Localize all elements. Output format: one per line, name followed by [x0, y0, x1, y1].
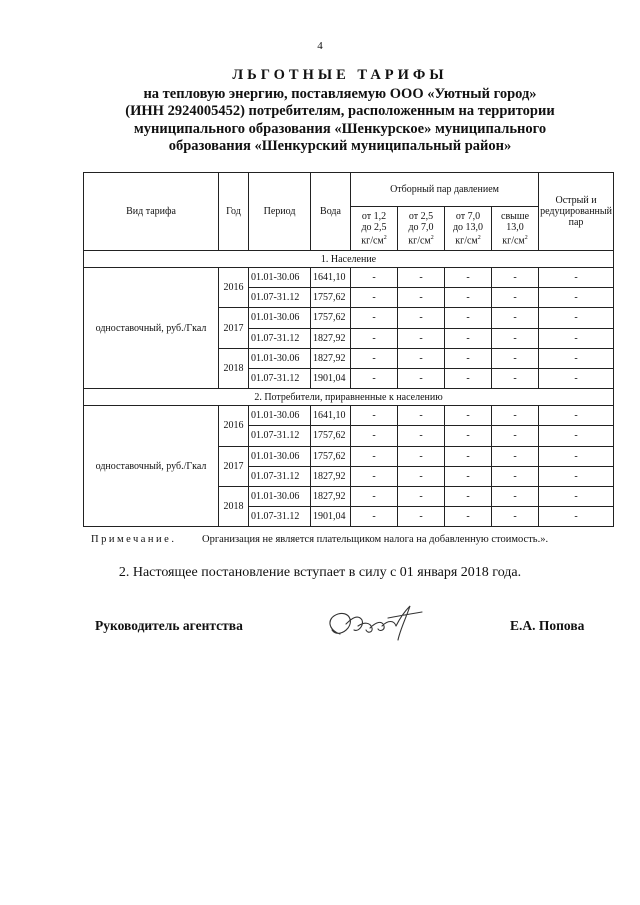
steam-cell: - [492, 368, 539, 388]
section-title: 1. Население [84, 251, 614, 268]
period-cell: 01.01-30.06 [249, 348, 311, 368]
note-label: Примечание. [91, 534, 177, 545]
water-cell: 1757,62 [311, 288, 351, 308]
steam-cell: - [492, 486, 539, 506]
steam-cell: - [492, 466, 539, 486]
steam-cell: - [398, 288, 445, 308]
water-cell: 1641,10 [311, 406, 351, 426]
col-header-steam-1: от 1,2 до 2,5 $кг/см^2$ [351, 207, 398, 251]
steam-cell: - [398, 446, 445, 466]
section-header-row [84, 389, 614, 406]
steam-cell: - [398, 308, 445, 328]
steam-cell: - [398, 268, 445, 288]
tariffs-body [84, 251, 614, 527]
steam-cell: - [539, 268, 614, 288]
steam-cell: - [492, 426, 539, 446]
steam-cell: - [539, 486, 614, 506]
steam-cell: - [351, 368, 398, 388]
steam-cell: - [539, 426, 614, 446]
steam-cell: - [351, 426, 398, 446]
year-cell: 2016 [219, 406, 249, 446]
page-number: 4 [317, 40, 323, 52]
period-cell: 01.07-31.12 [249, 288, 311, 308]
water-cell: 1757,62 [311, 446, 351, 466]
steam-cell: - [539, 368, 614, 388]
period-cell: 01.07-31.12 [249, 507, 311, 527]
tariffs-table [83, 172, 614, 527]
steam-cell: - [492, 507, 539, 527]
subtitle-line: (ИНН 2924005452) потребителям, расположенным на территории [125, 103, 555, 120]
steam-cell: - [445, 308, 492, 328]
steam-cell: - [445, 268, 492, 288]
table-row [84, 268, 614, 288]
steam-cell: - [351, 466, 398, 486]
steam-cell: - [539, 348, 614, 368]
col-header-tariff-type: Вид тарифа [84, 173, 219, 251]
col-header-steam-group: Отборный пар давлением [351, 173, 539, 207]
period-cell: 01.01-30.06 [249, 486, 311, 506]
water-cell: 1827,92 [311, 348, 351, 368]
steam-cell: - [539, 446, 614, 466]
steam-cell: - [351, 406, 398, 426]
steam-cell: - [351, 328, 398, 348]
note [91, 534, 549, 545]
water-cell: 1901,04 [311, 368, 351, 388]
steam-cell: - [445, 328, 492, 348]
steam-cell: - [445, 486, 492, 506]
steam-cell: - [492, 446, 539, 466]
period-cell: 01.07-31.12 [249, 466, 311, 486]
steam-cell: - [398, 466, 445, 486]
steam-cell: - [351, 446, 398, 466]
steam-cell: - [351, 348, 398, 368]
steam-cell: - [445, 406, 492, 426]
col-header-steam-3: от 7,0 до 13,0 $кг/см^2$ [445, 207, 492, 251]
water-cell: 1827,92 [311, 486, 351, 506]
steam-cell: - [539, 406, 614, 426]
steam-cell: - [539, 507, 614, 527]
steam-cell: - [398, 368, 445, 388]
year-cell: 2018 [219, 486, 249, 526]
period-cell: 01.07-31.12 [249, 426, 311, 446]
table-row [84, 406, 614, 426]
col-header-water: Вода [311, 173, 351, 251]
water-cell: 1757,62 [311, 308, 351, 328]
year-cell: 2016 [219, 268, 249, 308]
steam-cell: - [445, 288, 492, 308]
period-cell: 01.01-30.06 [249, 406, 311, 426]
col-header-steam-4: свыше 13,0 $кг/см^2$ [492, 207, 539, 251]
steam-cell: - [539, 466, 614, 486]
steam-cell: - [351, 486, 398, 506]
document-title: ЛЬГОТНЫЕ ТАРИФЫ [232, 67, 448, 83]
steam-cell: - [492, 288, 539, 308]
period-cell: 01.01-30.06 [249, 268, 311, 288]
steam-cell: - [351, 268, 398, 288]
steam-cell: - [445, 368, 492, 388]
steam-cell: - [445, 348, 492, 368]
steam-cell: - [539, 288, 614, 308]
tariff-type-cell: одноставочный, руб./Гкал [84, 406, 219, 527]
water-cell: 1757,62 [311, 426, 351, 446]
water-cell: 1641,10 [311, 268, 351, 288]
signatory-position: Руководитель агентства [95, 618, 243, 633]
steam-cell: - [445, 426, 492, 446]
section-header-row [84, 251, 614, 268]
col-header-steam-2: от 2,5 до 7,0 $кг/см^2$ [398, 207, 445, 251]
col-header-year: Год [219, 173, 249, 251]
steam-cell: - [398, 328, 445, 348]
period-cell: 01.01-30.06 [249, 446, 311, 466]
steam-cell: - [351, 507, 398, 527]
steam-cell: - [398, 348, 445, 368]
signatory-name: Е.А. Попова [510, 618, 585, 633]
clause-text: 2. Настоящее постановление вступает в силу с 01 января 2018 года. [118, 565, 522, 580]
year-cell: 2017 [219, 308, 249, 348]
subtitle-line: на тепловую энергию, поставляемую ООО «Уютный город» [143, 86, 537, 102]
period-cell: 01.07-31.12 [249, 328, 311, 348]
steam-cell: - [492, 406, 539, 426]
subtitle-line: образования «Шенкурский муниципальный район» [168, 138, 512, 155]
water-cell: 1827,92 [311, 328, 351, 348]
steam-cell: - [398, 486, 445, 506]
steam-cell: - [398, 426, 445, 446]
tariff-type-cell: одноставочный, руб./Гкал [84, 268, 219, 389]
subtitle-line: муниципального образования «Шенкурское» муниципального [133, 120, 547, 137]
steam-cell: - [445, 446, 492, 466]
col-header-sharp-steam: Острый и редуцированный пар [539, 173, 614, 251]
steam-cell: - [492, 308, 539, 328]
steam-cell: - [492, 268, 539, 288]
section-title: 2. Потребители, приравненные к населению [84, 389, 614, 406]
steam-cell: - [398, 507, 445, 527]
year-cell: 2018 [219, 348, 249, 388]
col-header-period: Период [249, 173, 311, 251]
period-cell: 01.01-30.06 [249, 308, 311, 328]
steam-cell: - [492, 348, 539, 368]
steam-cell: - [539, 328, 614, 348]
steam-cell: - [539, 308, 614, 328]
year-cell: 2017 [219, 446, 249, 486]
note-text: Организация не является плательщиком налога на добавленную стоимость.». [202, 534, 549, 545]
water-cell: 1901,04 [311, 507, 351, 527]
handwritten-signature [318, 600, 438, 650]
water-cell: 1827,92 [311, 466, 351, 486]
steam-cell: - [492, 328, 539, 348]
steam-cell: - [351, 308, 398, 328]
document-subtitle [40, 86, 640, 156]
period-cell: 01.07-31.12 [249, 368, 311, 388]
steam-cell: - [351, 288, 398, 308]
steam-cell: - [445, 466, 492, 486]
steam-cell: - [445, 507, 492, 527]
steam-cell: - [398, 406, 445, 426]
